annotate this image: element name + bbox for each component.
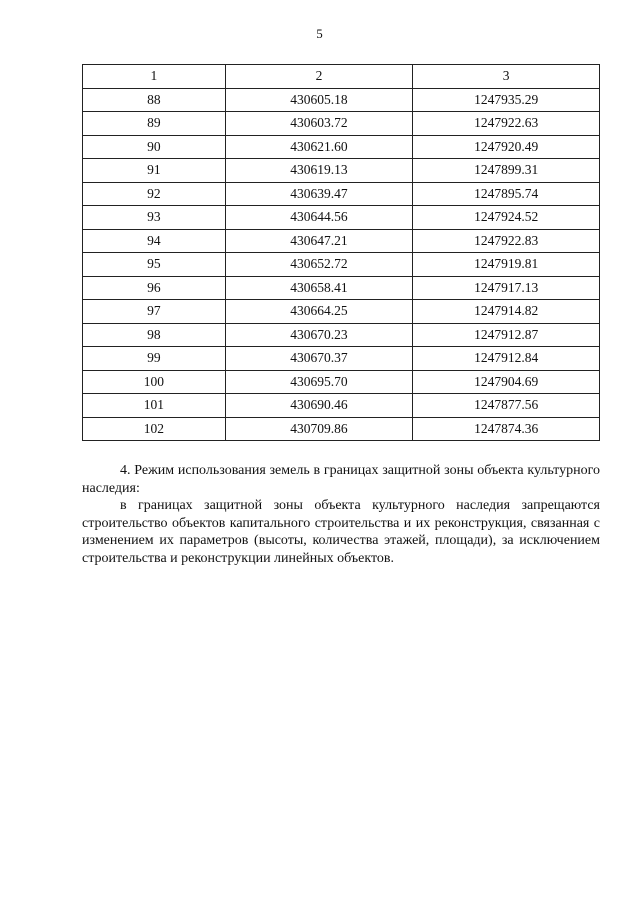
y-coordinate-cell: 1247877.56 xyxy=(413,394,600,418)
coordinates-table xyxy=(82,64,600,441)
point-number-cell: 88 xyxy=(83,88,226,112)
y-coordinate-cell: 1247912.87 xyxy=(413,323,600,347)
y-coordinate-cell: 1247917.13 xyxy=(413,276,600,300)
point-number-cell: 94 xyxy=(83,229,226,253)
y-coordinate-cell: 1247920.49 xyxy=(413,135,600,159)
x-coordinate-cell: 430605.18 xyxy=(225,88,413,112)
y-coordinate-cell: 1247924.52 xyxy=(413,206,600,230)
y-coordinate-cell: 1247895.74 xyxy=(413,182,600,206)
point-number-cell: 100 xyxy=(83,370,226,394)
column-header-2: 2 xyxy=(225,65,413,89)
table-row xyxy=(83,253,600,277)
y-coordinate-cell: 1247919.81 xyxy=(413,253,600,277)
table-row xyxy=(83,370,600,394)
point-number-cell: 95 xyxy=(83,253,226,277)
text-block xyxy=(82,462,600,567)
x-coordinate-cell: 430658.41 xyxy=(225,276,413,300)
point-number-cell: 102 xyxy=(83,417,226,441)
x-coordinate-cell: 430670.23 xyxy=(225,323,413,347)
x-coordinate-cell: 430652.72 xyxy=(225,253,413,277)
table-row xyxy=(83,229,600,253)
column-header-1: 1 xyxy=(83,65,226,89)
paragraph-regime-title: 4. Режим использования земель в границах защитной зоны объекта культурного наследия: xyxy=(82,463,600,496)
table-row xyxy=(83,88,600,112)
x-coordinate-cell: 430644.56 xyxy=(225,206,413,230)
point-number-cell: 96 xyxy=(83,276,226,300)
table-row xyxy=(83,394,600,418)
paragraph-regime-body: в границах защитной зоны объекта культурного наследия запрещаются строительство объектов капитального строительства и их реконструкция, связанная с изменением их параметров (высоты, количества этажей, площади), за исключением строительства и реконструкции линейных объектов. xyxy=(82,498,600,566)
table-row xyxy=(83,276,600,300)
x-coordinate-cell: 430709.86 xyxy=(225,417,413,441)
point-number-cell: 89 xyxy=(83,112,226,136)
y-coordinate-cell: 1247899.31 xyxy=(413,159,600,183)
table-row xyxy=(83,135,600,159)
point-number-cell: 98 xyxy=(83,323,226,347)
x-coordinate-cell: 430603.72 xyxy=(225,112,413,136)
y-coordinate-cell: 1247912.84 xyxy=(413,347,600,371)
table-row xyxy=(83,159,600,183)
table-row xyxy=(83,417,600,441)
point-number-cell: 93 xyxy=(83,206,226,230)
table-row xyxy=(83,323,600,347)
table-row xyxy=(83,182,600,206)
y-coordinate-cell: 1247935.29 xyxy=(413,88,600,112)
point-number-cell: 99 xyxy=(83,347,226,371)
y-coordinate-cell: 1247922.83 xyxy=(413,229,600,253)
y-coordinate-cell: 1247904.69 xyxy=(413,370,600,394)
table-row xyxy=(83,300,600,324)
point-number-cell: 90 xyxy=(83,135,226,159)
x-coordinate-cell: 430619.13 xyxy=(225,159,413,183)
page-number: 5 xyxy=(316,26,323,41)
x-coordinate-cell: 430621.60 xyxy=(225,135,413,159)
table-header xyxy=(83,65,600,89)
table-body xyxy=(83,88,600,441)
x-coordinate-cell: 430664.25 xyxy=(225,300,413,324)
point-number-cell: 97 xyxy=(83,300,226,324)
column-header-3: 3 xyxy=(413,65,600,89)
table-header-row xyxy=(83,65,600,89)
x-coordinate-cell: 430690.46 xyxy=(225,394,413,418)
y-coordinate-cell: 1247914.82 xyxy=(413,300,600,324)
point-number-cell: 92 xyxy=(83,182,226,206)
y-coordinate-cell: 1247874.36 xyxy=(413,417,600,441)
x-coordinate-cell: 430695.70 xyxy=(225,370,413,394)
y-coordinate-cell: 1247922.63 xyxy=(413,112,600,136)
table-row xyxy=(83,206,600,230)
point-number-cell: 101 xyxy=(83,394,226,418)
x-coordinate-cell: 430639.47 xyxy=(225,182,413,206)
x-coordinate-cell: 430670.37 xyxy=(225,347,413,371)
point-number-cell: 91 xyxy=(83,159,226,183)
table-row xyxy=(83,347,600,371)
x-coordinate-cell: 430647.21 xyxy=(225,229,413,253)
table-row xyxy=(83,112,600,136)
